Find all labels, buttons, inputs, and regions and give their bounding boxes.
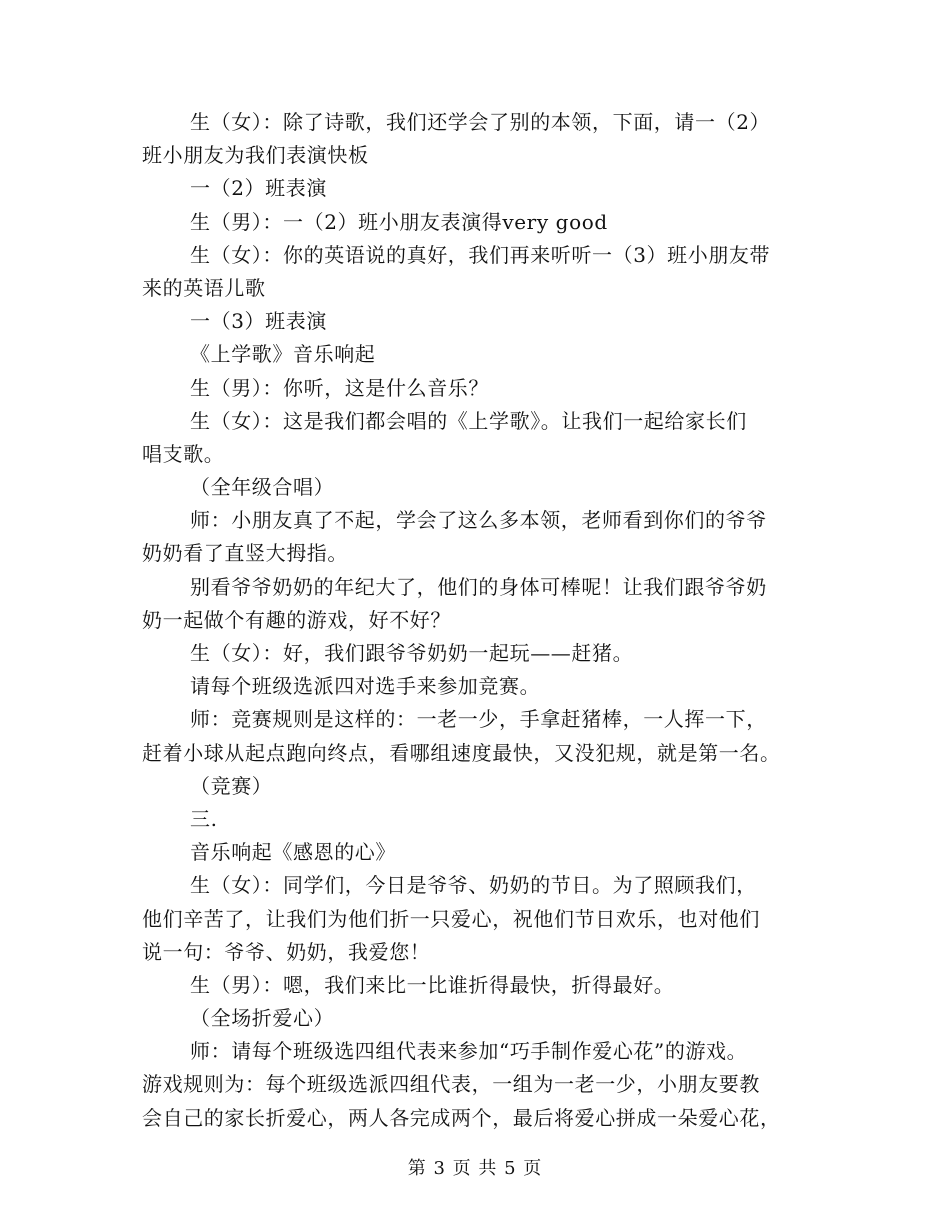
text-line: 师：竞赛规则是这样的：一老一少，手拿赶猪棒，一人挥一下， (190, 707, 767, 732)
text-line: 师：请每个班级选四组代表来参加“巧手制作爱心花”的游戏。 (190, 1039, 748, 1064)
text-line: 生（女）：除了诗歌，我们还学会了别的本领，下面，请一（2） (190, 110, 771, 134)
text-line: 生（女）：你的英语说的真好，我们再来听听一（3）班小朋友带 (190, 242, 771, 267)
text-line: （全年级合唱） (190, 475, 335, 500)
text-line: 别看爷爷奶奶的年纪大了，他们的身体可棒呢！让我们跟爷爷奶 (190, 574, 767, 599)
text-line: 来的英语儿歌 (142, 275, 266, 300)
text-line: 班小朋友为我们表演快板 (142, 143, 369, 168)
text-line: 生（男）：一（2）班小朋友表演得very good (190, 209, 608, 234)
text-line: 生（女）：这是我们都会唱的《上学歌》。让我们一起给家长们 (190, 408, 747, 433)
text-line: 三. (190, 806, 218, 831)
text-line: 《上学歌》音乐响起 (190, 342, 376, 367)
text-line: 奶一起做个有趣的游戏，好不好？ (142, 607, 451, 632)
text-line: 生（女）：好，我们跟爷爷奶奶一起玩——赶猪。 (190, 641, 634, 665)
text-line: 师：小朋友真了不起，学会了这么多本领，老师看到你们的爷爷 (190, 508, 767, 533)
text-line: 请每个班级选派四对选手来参加竞赛。 (190, 674, 541, 699)
document-body (142, 106, 810, 1135)
text-line: 音乐响起《感恩的心》 (190, 840, 396, 865)
text-line: （竞赛） (190, 773, 273, 798)
text-line: 一（3）班表演 (190, 309, 327, 334)
text-line: 赶着小球从起点跑向终点，看哪组速度最快，又没犯规，就是第一名。 (142, 740, 781, 765)
text-line: 一（2）班表演 (190, 176, 327, 201)
text-line: 会自己的家长折爱心，两人各完成两个，最后将爱心拼成一朵爱心花， (142, 1105, 781, 1130)
text-line: 生（女）：同学们，今日是爷爷、奶奶的节日。为了照顾我们， (190, 873, 757, 898)
text-line: 奶奶看了直竖大拇指。 (142, 541, 348, 566)
text-line: 他们辛苦了，让我们为他们折一只爱心，祝他们节日欢乐，也对他们 (142, 906, 760, 931)
text-line: 生（男）：你听，这是什么音乐？ (190, 375, 489, 400)
text-line: 说一句：爷爷、奶奶，我爱您！ (142, 939, 431, 964)
text-line: 生（男）：嗯，我们来比一比谁折得最快，折得最好。 (190, 972, 675, 997)
text-line: （全场折爱心） (190, 1006, 335, 1031)
text-line: 唱支歌。 (142, 441, 225, 466)
page-footer: 第 3 页 共 5 页 (407, 1158, 543, 1179)
text-line: 游戏规则为：每个班级选派四组代表，一组为一老一少，小朋友要教 (142, 1072, 760, 1097)
